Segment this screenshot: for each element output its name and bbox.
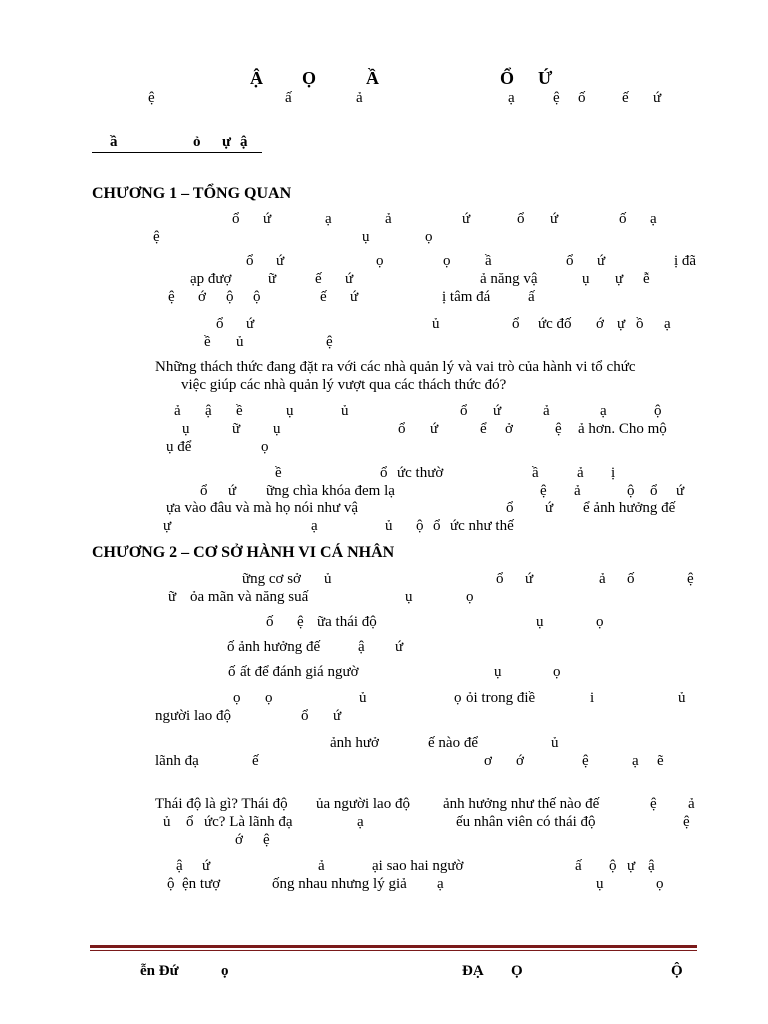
footer-left-2: ọ [221, 963, 229, 979]
text-fragment: ậ [648, 858, 655, 874]
text-fragment: ạ [437, 876, 444, 892]
text-fragment: ệ [540, 483, 547, 499]
text-fragment: ứ [493, 403, 502, 419]
text-fragment: ổ [398, 421, 406, 437]
text-fragment: ệ [326, 334, 333, 350]
text-fragment: ứ [246, 316, 255, 332]
text-fragment: ại sao hai ngườ [372, 858, 464, 874]
text-fragment: ồ [636, 316, 644, 332]
text-fragment: ị tâm đá [442, 289, 491, 305]
text-fragment: ứ [276, 253, 285, 269]
text-fragment: ủ [432, 316, 440, 332]
text-fragment: ếu nhân viên có thái độ [456, 814, 596, 830]
text-fragment: ự [163, 518, 172, 534]
text-fragment: ạ [600, 403, 607, 419]
title-part: Ậ [250, 68, 263, 88]
footer-left: ễn Đứ [140, 963, 179, 979]
text-fragment: ủ [678, 690, 686, 706]
c2-p5-line1 [0, 690, 768, 708]
text-fragment: ứ [202, 858, 211, 874]
text-fragment: ớ [596, 316, 604, 332]
text-fragment: ện tượ [182, 876, 221, 892]
footer-right: Ộ [671, 963, 683, 979]
text-fragment: ức thườ [397, 465, 444, 481]
text-fragment: ứ [333, 708, 342, 724]
text-fragment: ể ảnh hưởng đế [583, 500, 676, 516]
text-fragment: ả [318, 858, 325, 874]
text-fragment: ứ [395, 639, 404, 655]
subtitle-part: ứ [653, 90, 662, 106]
text-fragment: ụ [286, 403, 294, 419]
text-fragment: ố [627, 571, 635, 587]
c2-p2 [0, 614, 768, 632]
c2-p6-line1 [0, 735, 768, 753]
text-fragment: ứ [676, 483, 685, 499]
title-part: Ọ [302, 68, 317, 88]
text-fragment: ụ [536, 614, 544, 630]
text-fragment: ả [577, 465, 584, 481]
title-part: Ổ [500, 68, 515, 88]
c1-p3-line2 [0, 334, 768, 352]
c2-p8-line1 [0, 858, 768, 876]
text-fragment: ổ [232, 211, 240, 227]
text-fragment: ổ [460, 403, 468, 419]
text-fragment: ổ [186, 814, 194, 830]
text-fragment: Thái độ là gì? Thái độ [155, 796, 288, 812]
c2-p4 [0, 664, 768, 682]
text-fragment: ọ [261, 439, 269, 455]
text-fragment: ủ [385, 518, 393, 534]
text-fragment: ứ [345, 271, 354, 287]
text-fragment: ổ [433, 518, 441, 534]
subtitle-part: ạ [508, 90, 515, 106]
text-fragment: ơ [484, 753, 492, 769]
subtitle-part: ấ [285, 90, 292, 106]
text-fragment: ổ [380, 465, 388, 481]
text-fragment: ụ [273, 421, 281, 437]
text-fragment: ề [236, 403, 243, 419]
title-part: Ứ [538, 68, 553, 88]
text-fragment: ọ [443, 253, 451, 269]
text-fragment: ức như thế [450, 518, 514, 534]
text-fragment: ữ [232, 421, 241, 437]
doc-title [0, 68, 768, 92]
doc-subtitle [0, 90, 768, 110]
c2-p7-line2 [0, 814, 768, 832]
c2-p1-line1 [0, 571, 768, 589]
text-fragment: ủ [341, 403, 349, 419]
text-fragment: ạ [632, 753, 639, 769]
text-fragment: ọ [233, 690, 241, 706]
text-fragment: ố ảnh hưởng đế [227, 639, 321, 655]
text-fragment: ủ [163, 814, 171, 830]
text-fragment: ủa người lao độ [316, 796, 410, 812]
text-fragment: ả hơn. Cho mộ [578, 421, 667, 437]
c1-p6-line3 [0, 500, 768, 518]
text-fragment: ệ [687, 571, 694, 587]
subtitle-part: ệ [553, 90, 560, 106]
text-fragment: ẽ [657, 753, 664, 769]
text-fragment: ộ [253, 289, 261, 305]
text-fragment: ứ [350, 289, 359, 305]
text-fragment: ệ [297, 614, 304, 630]
text-fragment: ấ [575, 858, 582, 874]
text-fragment: ổ [650, 483, 658, 499]
text-fragment: ạ [664, 316, 671, 332]
text-fragment: ộ [167, 876, 175, 892]
text-fragment: ả [174, 403, 181, 419]
text-fragment: ổ [512, 316, 520, 332]
text-fragment: ầ [532, 465, 539, 481]
text-fragment: ề [275, 465, 282, 481]
text-fragment: ộ [226, 289, 234, 305]
subtitle-part: ế [622, 90, 629, 106]
title-part: Ầ [366, 68, 379, 88]
c1-p2-line1 [0, 253, 768, 271]
text-fragment: ự [617, 316, 626, 332]
text-fragment: ậ [176, 858, 183, 874]
text-fragment: ảnh hưởng như thế nào đế [443, 796, 600, 812]
footer-rule [90, 945, 697, 948]
text-fragment: ả [688, 796, 695, 812]
text-fragment: ự [615, 271, 624, 287]
c1-p5-line1 [0, 403, 768, 421]
text-fragment: ổ [246, 253, 254, 269]
text-fragment: ụ [362, 229, 370, 245]
text-fragment: ổ [200, 483, 208, 499]
text-fragment: ụ [182, 421, 190, 437]
text-fragment: ọ [656, 876, 664, 892]
text-fragment: ứ [545, 500, 554, 516]
text-fragment: ụ [596, 876, 604, 892]
text-fragment: ứ [550, 211, 559, 227]
c2-p7-line3 [0, 832, 768, 850]
text-fragment: ổ [216, 316, 224, 332]
footer-mid-2: Ọ [511, 963, 523, 979]
text-fragment: ủ [236, 334, 244, 350]
text-fragment: ựa vào đâu và mà họ nói như vậ [166, 500, 359, 516]
text-fragment: ệ [650, 796, 657, 812]
text-fragment: ả [385, 211, 392, 227]
text-fragment: ữa thái độ [317, 614, 377, 630]
footer [0, 963, 768, 983]
text-fragment: ững cơ sở [242, 571, 301, 587]
text-fragment: ững chìa khóa đem lạ [266, 483, 395, 499]
c2-p8-line2 [0, 876, 768, 894]
c2-p5-line2 [0, 708, 768, 726]
c1-p2-line3 [0, 289, 768, 307]
c2-p1-line2 [0, 589, 768, 607]
text-fragment: ế [252, 753, 259, 769]
text-fragment: ỏi trong điề [466, 690, 536, 706]
text-fragment: ứ [228, 483, 237, 499]
text-fragment: ữ [268, 271, 277, 287]
author-underline [92, 152, 262, 153]
text-fragment: ạ [357, 814, 364, 830]
text-fragment: ổ [506, 500, 514, 516]
text-fragment: ả năng vậ [480, 271, 538, 287]
c2-p7-line1 [0, 796, 768, 814]
c1-p6-line4 [0, 518, 768, 536]
text-fragment: ố [228, 664, 236, 680]
text-fragment: ố [619, 211, 627, 227]
text-fragment: ụ để [166, 439, 192, 455]
author-part: ự [222, 134, 232, 150]
text-fragment: ớ [235, 832, 243, 848]
text-fragment: ự [627, 858, 636, 874]
text-fragment: ức? Là lãnh đạ [204, 814, 293, 830]
text-fragment: ấ [528, 289, 535, 305]
subtitle-part: ệ [148, 90, 155, 106]
text-fragment: ủ [324, 571, 332, 587]
text-fragment: ị đã [674, 253, 697, 269]
text-fragment: ọ [425, 229, 433, 245]
c1-p5-line2 [0, 421, 768, 439]
chapter1-heading: CHƯƠNG 1 – TỔNG QUAN [92, 185, 292, 202]
text-fragment: ạ [650, 211, 657, 227]
text-fragment: ệ [153, 229, 160, 245]
text-fragment: ậ [358, 639, 365, 655]
c1-p4-line1: Những thách thức đang đặt ra với các nhà quản lý và vai trò của hành vi tổ chức [155, 359, 636, 375]
c1-p6-line2 [0, 483, 768, 501]
text-fragment: i [590, 690, 595, 706]
text-fragment: ụ [494, 664, 502, 680]
author-part: ậ [240, 134, 248, 150]
c1-p1-line2 [0, 229, 768, 247]
text-fragment: ổ [566, 253, 574, 269]
text-fragment: ộ [654, 403, 662, 419]
text-fragment: ọ [265, 690, 273, 706]
text-fragment: ở [505, 421, 513, 437]
c1-p3-line1 [0, 316, 768, 334]
text-fragment: ạ [311, 518, 318, 534]
text-fragment: ệ [555, 421, 562, 437]
text-fragment: ệ [168, 289, 175, 305]
subtitle-part: ố [578, 90, 586, 106]
text-fragment: ọ [454, 690, 462, 706]
text-fragment: ứ [597, 253, 606, 269]
author-part: ỏ [193, 134, 201, 150]
text-fragment: ứ [462, 211, 471, 227]
text-fragment: ạp đượ [190, 271, 232, 287]
text-fragment: ệ [263, 832, 270, 848]
chapter2-heading: CHƯƠNG 2 – CƠ SỞ HÀNH VI CÁ NHÂN [92, 544, 395, 561]
text-fragment: ủ [359, 690, 367, 706]
text-fragment: ảnh hưở [330, 735, 379, 751]
text-fragment: ứ [263, 211, 272, 227]
text-fragment: ổ [301, 708, 309, 724]
c2-p6-line2 [0, 753, 768, 771]
text-fragment: ộ [416, 518, 424, 534]
text-fragment: ế [315, 271, 322, 287]
text-fragment: ế [320, 289, 327, 305]
text-fragment: ả [574, 483, 581, 499]
author-part: ầ [110, 134, 118, 150]
subtitle-part: ả [356, 90, 363, 106]
text-fragment: ứ [525, 571, 534, 587]
text-fragment: ổ [517, 211, 525, 227]
c1-p6-line1 [0, 465, 768, 483]
text-fragment: ọ [553, 664, 561, 680]
text-fragment: ầ [485, 253, 492, 269]
text-fragment: ụ [582, 271, 590, 287]
text-fragment: ọ [596, 614, 604, 630]
text-fragment: lãnh đạ [155, 753, 199, 769]
text-fragment: ố [266, 614, 274, 630]
footer-mid: ĐẠ [462, 963, 484, 979]
text-fragment: ễ [643, 271, 650, 287]
text-fragment: ọ [466, 589, 474, 605]
text-fragment: ệ [683, 814, 690, 830]
text-fragment: ị [611, 465, 616, 481]
text-fragment: ề [204, 334, 211, 350]
text-fragment: ậ [205, 403, 212, 419]
text-fragment: ộ [609, 858, 617, 874]
text-fragment: ọ [376, 253, 384, 269]
c1-p1-line1 [0, 211, 768, 229]
text-fragment: ữ [168, 589, 177, 605]
text-fragment: ộ [627, 483, 635, 499]
c1-p2-line2 [0, 271, 768, 289]
text-fragment: ế nào để [428, 735, 478, 751]
text-fragment: ệ [582, 753, 589, 769]
footer-rule-thin [90, 950, 697, 951]
text-fragment: người lao độ [155, 708, 232, 724]
c1-p4-line2: việc giúp các nhà quản lý vượt qua các thách thức đó? [181, 377, 507, 393]
text-fragment: ụ [405, 589, 413, 605]
text-fragment: ống nhau nhưng lý giả [272, 876, 407, 892]
c1-p5-line3 [0, 439, 768, 457]
text-fragment: ả [599, 571, 606, 587]
text-fragment: ả [543, 403, 550, 419]
text-fragment: ạ [325, 211, 332, 227]
text-fragment: ất để đánh giá ngườ [240, 664, 359, 680]
author-line [0, 134, 768, 154]
text-fragment: ủ [551, 735, 559, 751]
text-fragment: ớ [516, 753, 524, 769]
text-fragment: ể [480, 421, 487, 437]
text-fragment: ứ [430, 421, 439, 437]
text-fragment: ức đố [538, 316, 572, 332]
c2-p3 [0, 639, 768, 657]
text-fragment: ỏa mãn và năng suấ [190, 589, 309, 605]
text-fragment: ớ [198, 289, 206, 305]
text-fragment: ổ [496, 571, 504, 587]
